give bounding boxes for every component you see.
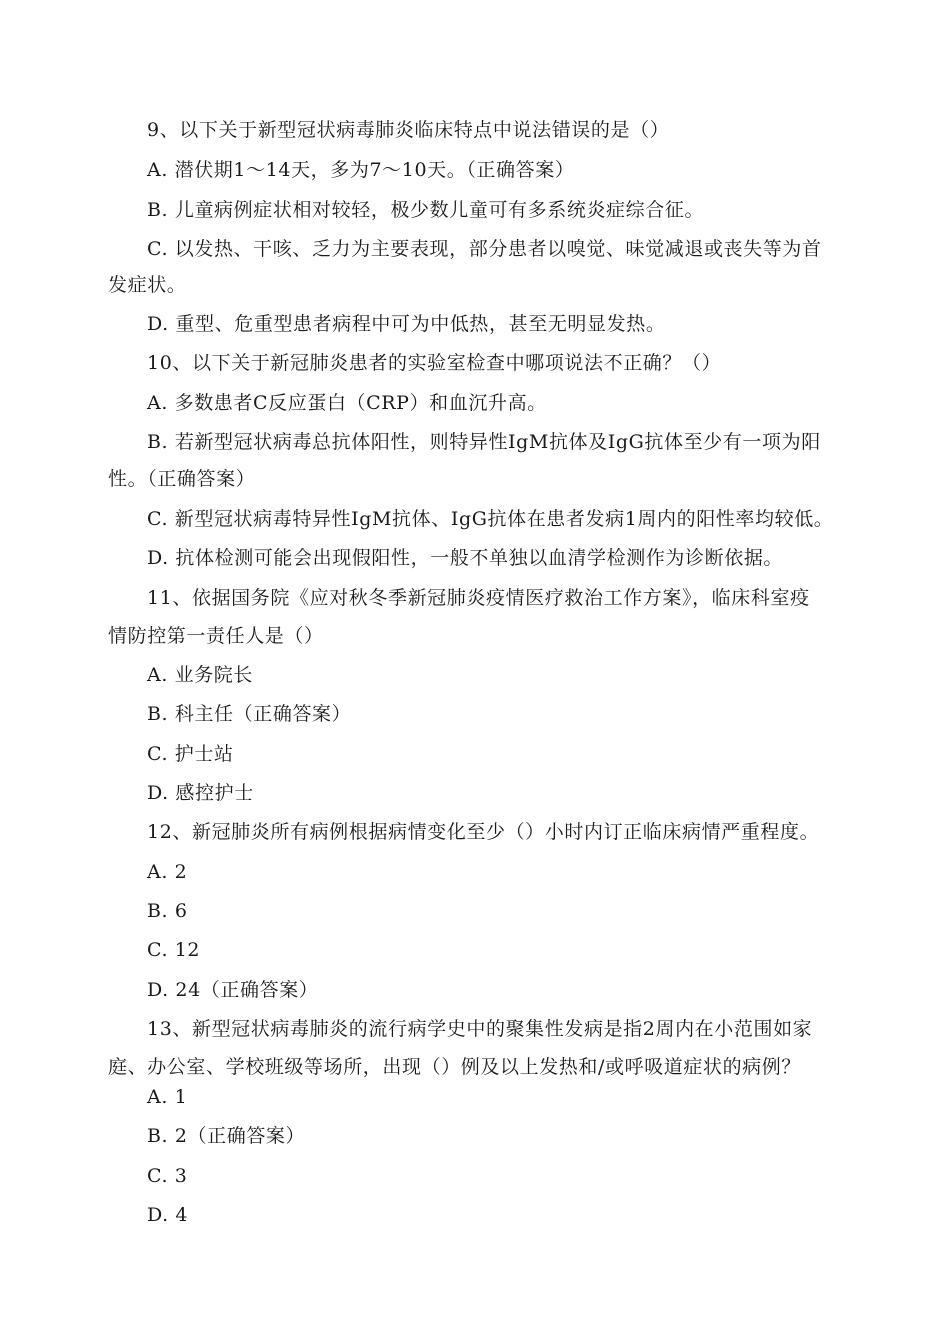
question-9-option-c: C. 以发热、干咳、乏力为主要表现，部分患者以嗅觉、味觉减退或丧失等为首 [147, 238, 822, 260]
question-11-option-d: D. 感控护士 [147, 782, 254, 804]
question-13-text-continued: 庭、办公室、学校班级等场所，出现（）例及以上发热和/或呼吸道症状的病例？ [108, 1056, 802, 1078]
question-11-text-continued: 情防控第一责任人是（） [108, 625, 324, 647]
question-9-option-d: D. 重型、危重型患者病程中可为中低热，甚至无明显发热。 [147, 313, 666, 335]
question-12-option-c: C. 12 [147, 939, 201, 961]
question-10-option-d: D. 抗体检测可能会出现假阳性，一般不单独以血清学检测作为诊断依据。 [147, 547, 784, 569]
question-10-option-b: B. 若新型冠状病毒总抗体阳性，则特异性IgM抗体及IgG抗体至少有一项为阳 [147, 431, 821, 453]
question-9-text: 9、以下关于新型冠状病毒肺炎临床特点中说法错误的是（） [147, 119, 670, 141]
question-13-option-c: C. 3 [147, 1165, 188, 1187]
question-11-option-b: B. 科主任（正确答案） [147, 703, 352, 725]
question-11-option-a: A. 业务院长 [147, 664, 254, 686]
question-10-option-c: C. 新型冠状病毒特异性IgM抗体、IgG抗体在患者发病1周内的阳性率均较低。 [147, 508, 834, 530]
question-12-option-b: B. 6 [147, 900, 188, 922]
question-13-option-a: A. 1 [147, 1086, 188, 1108]
question-12-text: 12、新冠肺炎所有病例根据病情变化至少（）小时内订正临床病情严重程度。 [147, 821, 820, 843]
question-9-option-c-continued: 发症状。 [108, 274, 187, 296]
question-9-option-b: B. 儿童病例症状相对较轻，极少数儿童可有多系统炎症综合征。 [147, 199, 705, 221]
question-12-option-a: A. 2 [147, 861, 188, 883]
question-10-text: 10、以下关于新冠肺炎患者的实验室检查中哪项说法不正确？（） [147, 352, 722, 374]
question-10-option-b-continued: 性。（正确答案） [108, 468, 256, 490]
question-13-option-b: B. 2（正确答案） [147, 1125, 306, 1147]
question-9-option-a: A. 潜伏期1～14天，多为7～10天。（正确答案） [147, 159, 575, 181]
question-13-text: 13、新型冠状病毒肺炎的流行病学史中的聚集性发病是指2周内在小范围如家 [147, 1018, 813, 1040]
question-13-option-d: D. 4 [147, 1204, 189, 1226]
question-12-option-d: D. 24（正确答案） [147, 979, 319, 1001]
question-11-text: 11、依据国务院《应对秋冬季新冠肺炎疫情医疗救治工作方案》，临床科室疫 [147, 587, 810, 609]
question-10-option-a: A. 多数患者C反应蛋白（CRP）和血沉升高。 [147, 392, 547, 414]
question-11-option-c: C. 护士站 [147, 743, 234, 765]
